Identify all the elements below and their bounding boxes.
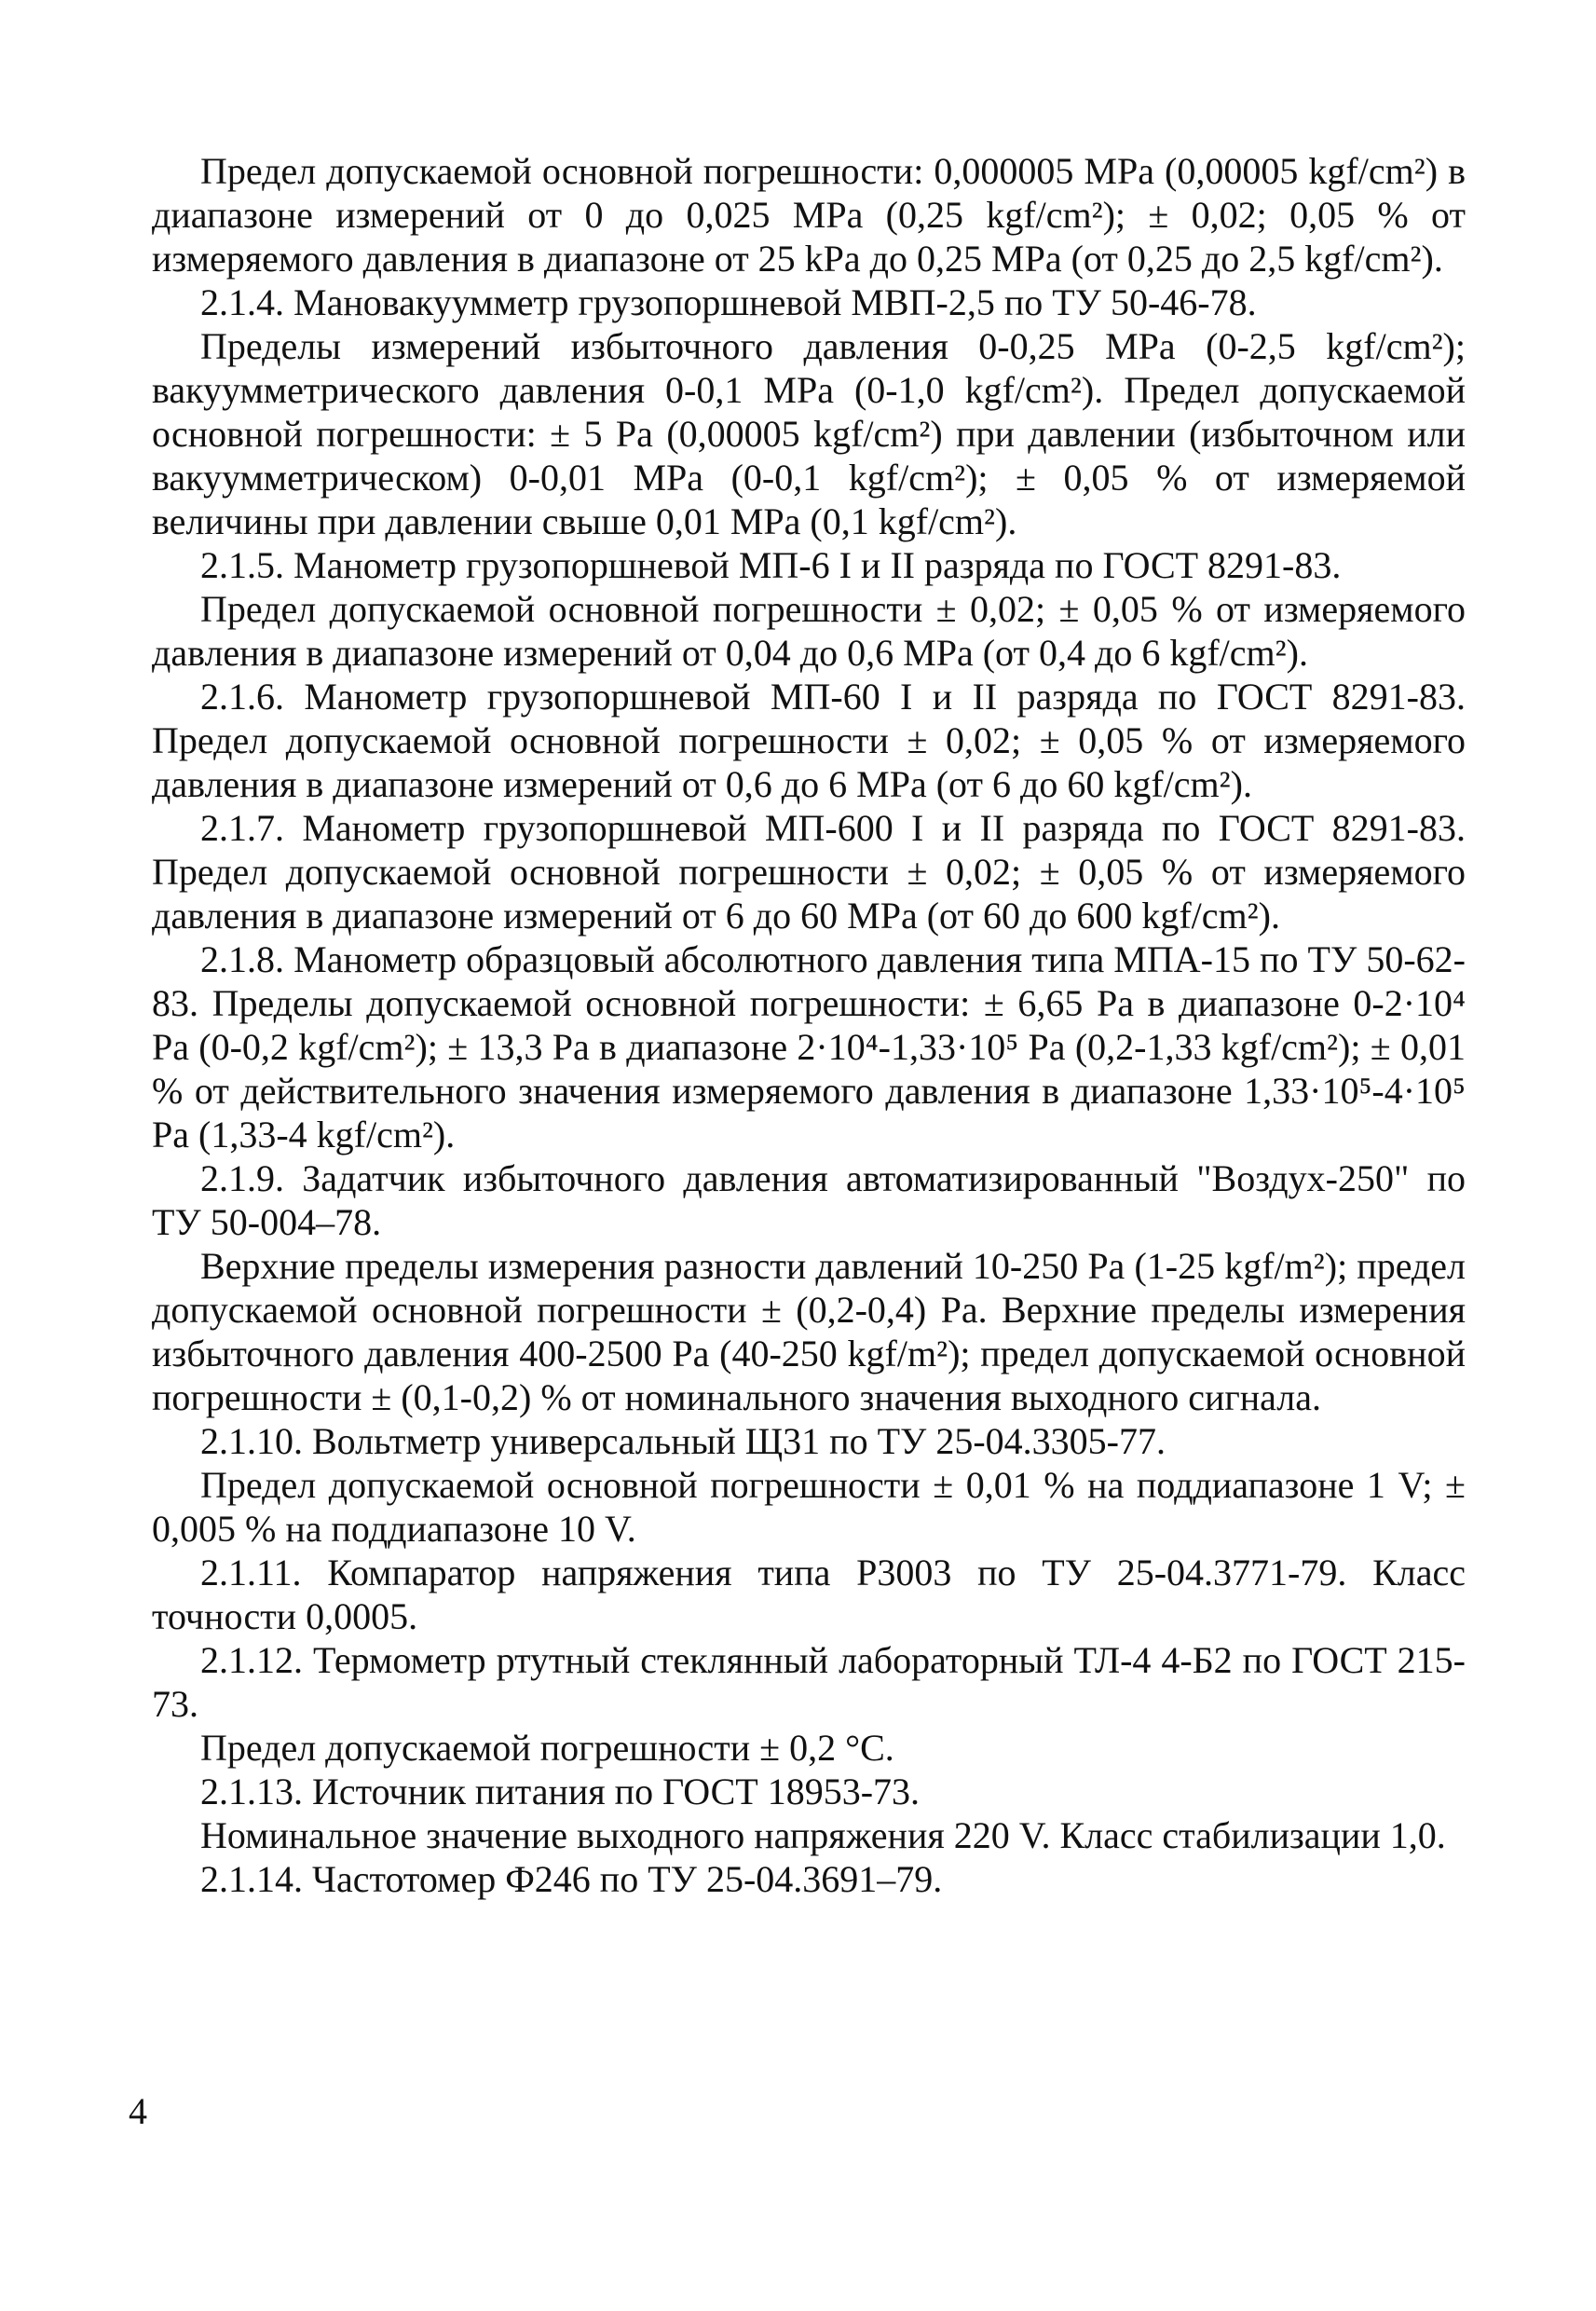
section-2-1-8: 2.1.8. Манометр образцовый абсолютного давления типа МПА-15 по ТУ 50-62-83. Пределы допускаемой основной погрешности: ± 6,65 Pa в диапазоне 0-2·10⁴ Pa (0-0,2 kgf/cm²); ± 13,3 Pa в диапазоне 2·10⁴-1,33·10⁵ Pa (0,2-1,33 kgf/cm²); ± 0,01 % от действительного значения измеряемого давления в диапазоне 1,33·10⁵-4·10⁵ Pa (1,33-4 kgf/cm²). xyxy=(152,938,1466,1156)
section-heading-2-1-5: 2.1.5. Манометр грузопоршневой МП-6 I и II разряда по ГОСТ 8291-83. xyxy=(200,544,1342,586)
section-heading-2-1-9: 2.1.9. Задатчик избыточного давления автоматизированный "Воздух-250" по ТУ 50-004–78. xyxy=(152,1157,1466,1243)
page-number: 4 xyxy=(129,2090,147,2132)
paragraph: Предел допускаемой погрешности ± 0,2 °С. xyxy=(200,1727,894,1769)
section-2-1-11: 2.1.11. Компаратор напряжения типа Р3003 по ТУ 25-04.3771-79. Класс точности 0,0005. xyxy=(152,1552,1466,1637)
paragraph: Верхние пределы измерения разности давлений 10-250 Pa (1-25 kgf/m²); предел допускаемой основной погрешности ± (0,2-0,4) Pa. Верхние пределы измерения избыточного давления 400-2500 Pa (40-250 kgf/m²); предел допускаемой основной погрешности ± (0,1-0,2) % от номинального значения выходного сигнала. xyxy=(152,1245,1466,1418)
section-heading-2-1-14: 2.1.14. Частотомер Ф246 по ТУ 25-04.3691–79. xyxy=(200,1858,943,1900)
paragraph: Пределы измерений избыточного давления 0-0,25 MPa (0-2,5 kgf/cm²); вакуумметрического давления 0-0,1 MPa (0-1,0 kgf/cm²). Предел допускаемой основной погрешности: ± 5 Pa (0,00005 kgf/cm²) при давлении (избыточном или вакуумметрическом) 0-0,01 MPa (0-0,1 kgf/cm²); ± 0,05 % от измеряемой величины при давлении свыше 0,01 MPa (0,1 kgf/cm²). xyxy=(152,325,1466,542)
paragraph: Предел допускаемой основной погрешности ± 0,02; ± 0,05 % от измеряемого давления в диапазоне измерений от 0,04 до 0,6 MPa (от 0,4 до 6 kgf/cm²). xyxy=(152,588,1466,674)
section-heading-2-1-12: 2.1.12. Термометр ртутный стеклянный лабораторный ТЛ-4 4-Б2 по ГОСТ 215-73. xyxy=(152,1639,1466,1725)
document-body xyxy=(152,149,1466,1901)
section-2-1-7: 2.1.7. Манометр грузопоршневой МП-600 I и II разряда по ГОСТ 8291-83. Предел допускаемой основной погрешности ± 0,02; ± 0,05 % от измеряемого давления в диапазоне измерений от 6 до 60 MPa (от 60 до 600 kgf/cm²). xyxy=(152,807,1466,937)
paragraph: Номинальное значение выходного напряжения 220 V. Класс стабилизации 1,0. xyxy=(200,1814,1446,1856)
section-heading-2-1-13: 2.1.13. Источник питания по ГОСТ 18953-73. xyxy=(200,1771,921,1812)
section-heading-2-1-4: 2.1.4. Мановакуумметр грузопоршневой МВП-2,5 по ТУ 50-46-78. xyxy=(200,281,1257,323)
section-heading-2-1-10: 2.1.10. Вольтметр универсальный Щ31 по ТУ 25-04.3305-77. xyxy=(200,1420,1166,1462)
paragraph: Предел допускаемой основной погрешности: 0,000005 MPa (0,00005 kgf/cm²) в диапазоне измерений от 0 до 0,025 MPa (0,25 kgf/cm²); ± 0,02; 0,05 % от измеряемого давления в диапазоне от 25 kPa до 0,25 MPa (от 0,25 до 2,5 kgf/cm²). xyxy=(152,150,1466,280)
section-2-1-6: 2.1.6. Манометр грузопоршневой МП-60 I и II разряда по ГОСТ 8291-83. Предел допускаемой основной погрешности ± 0,02; ± 0,05 % от измеряемого давления в диапазоне измерений от 0,6 до 6 MPa (от 6 до 60 kgf/cm²). xyxy=(152,676,1466,805)
paragraph: Предел допускаемой основной погрешности ± 0,01 % на поддиапазоне 1 V; ± 0,005 % на поддиапазоне 10 V. xyxy=(152,1464,1466,1550)
